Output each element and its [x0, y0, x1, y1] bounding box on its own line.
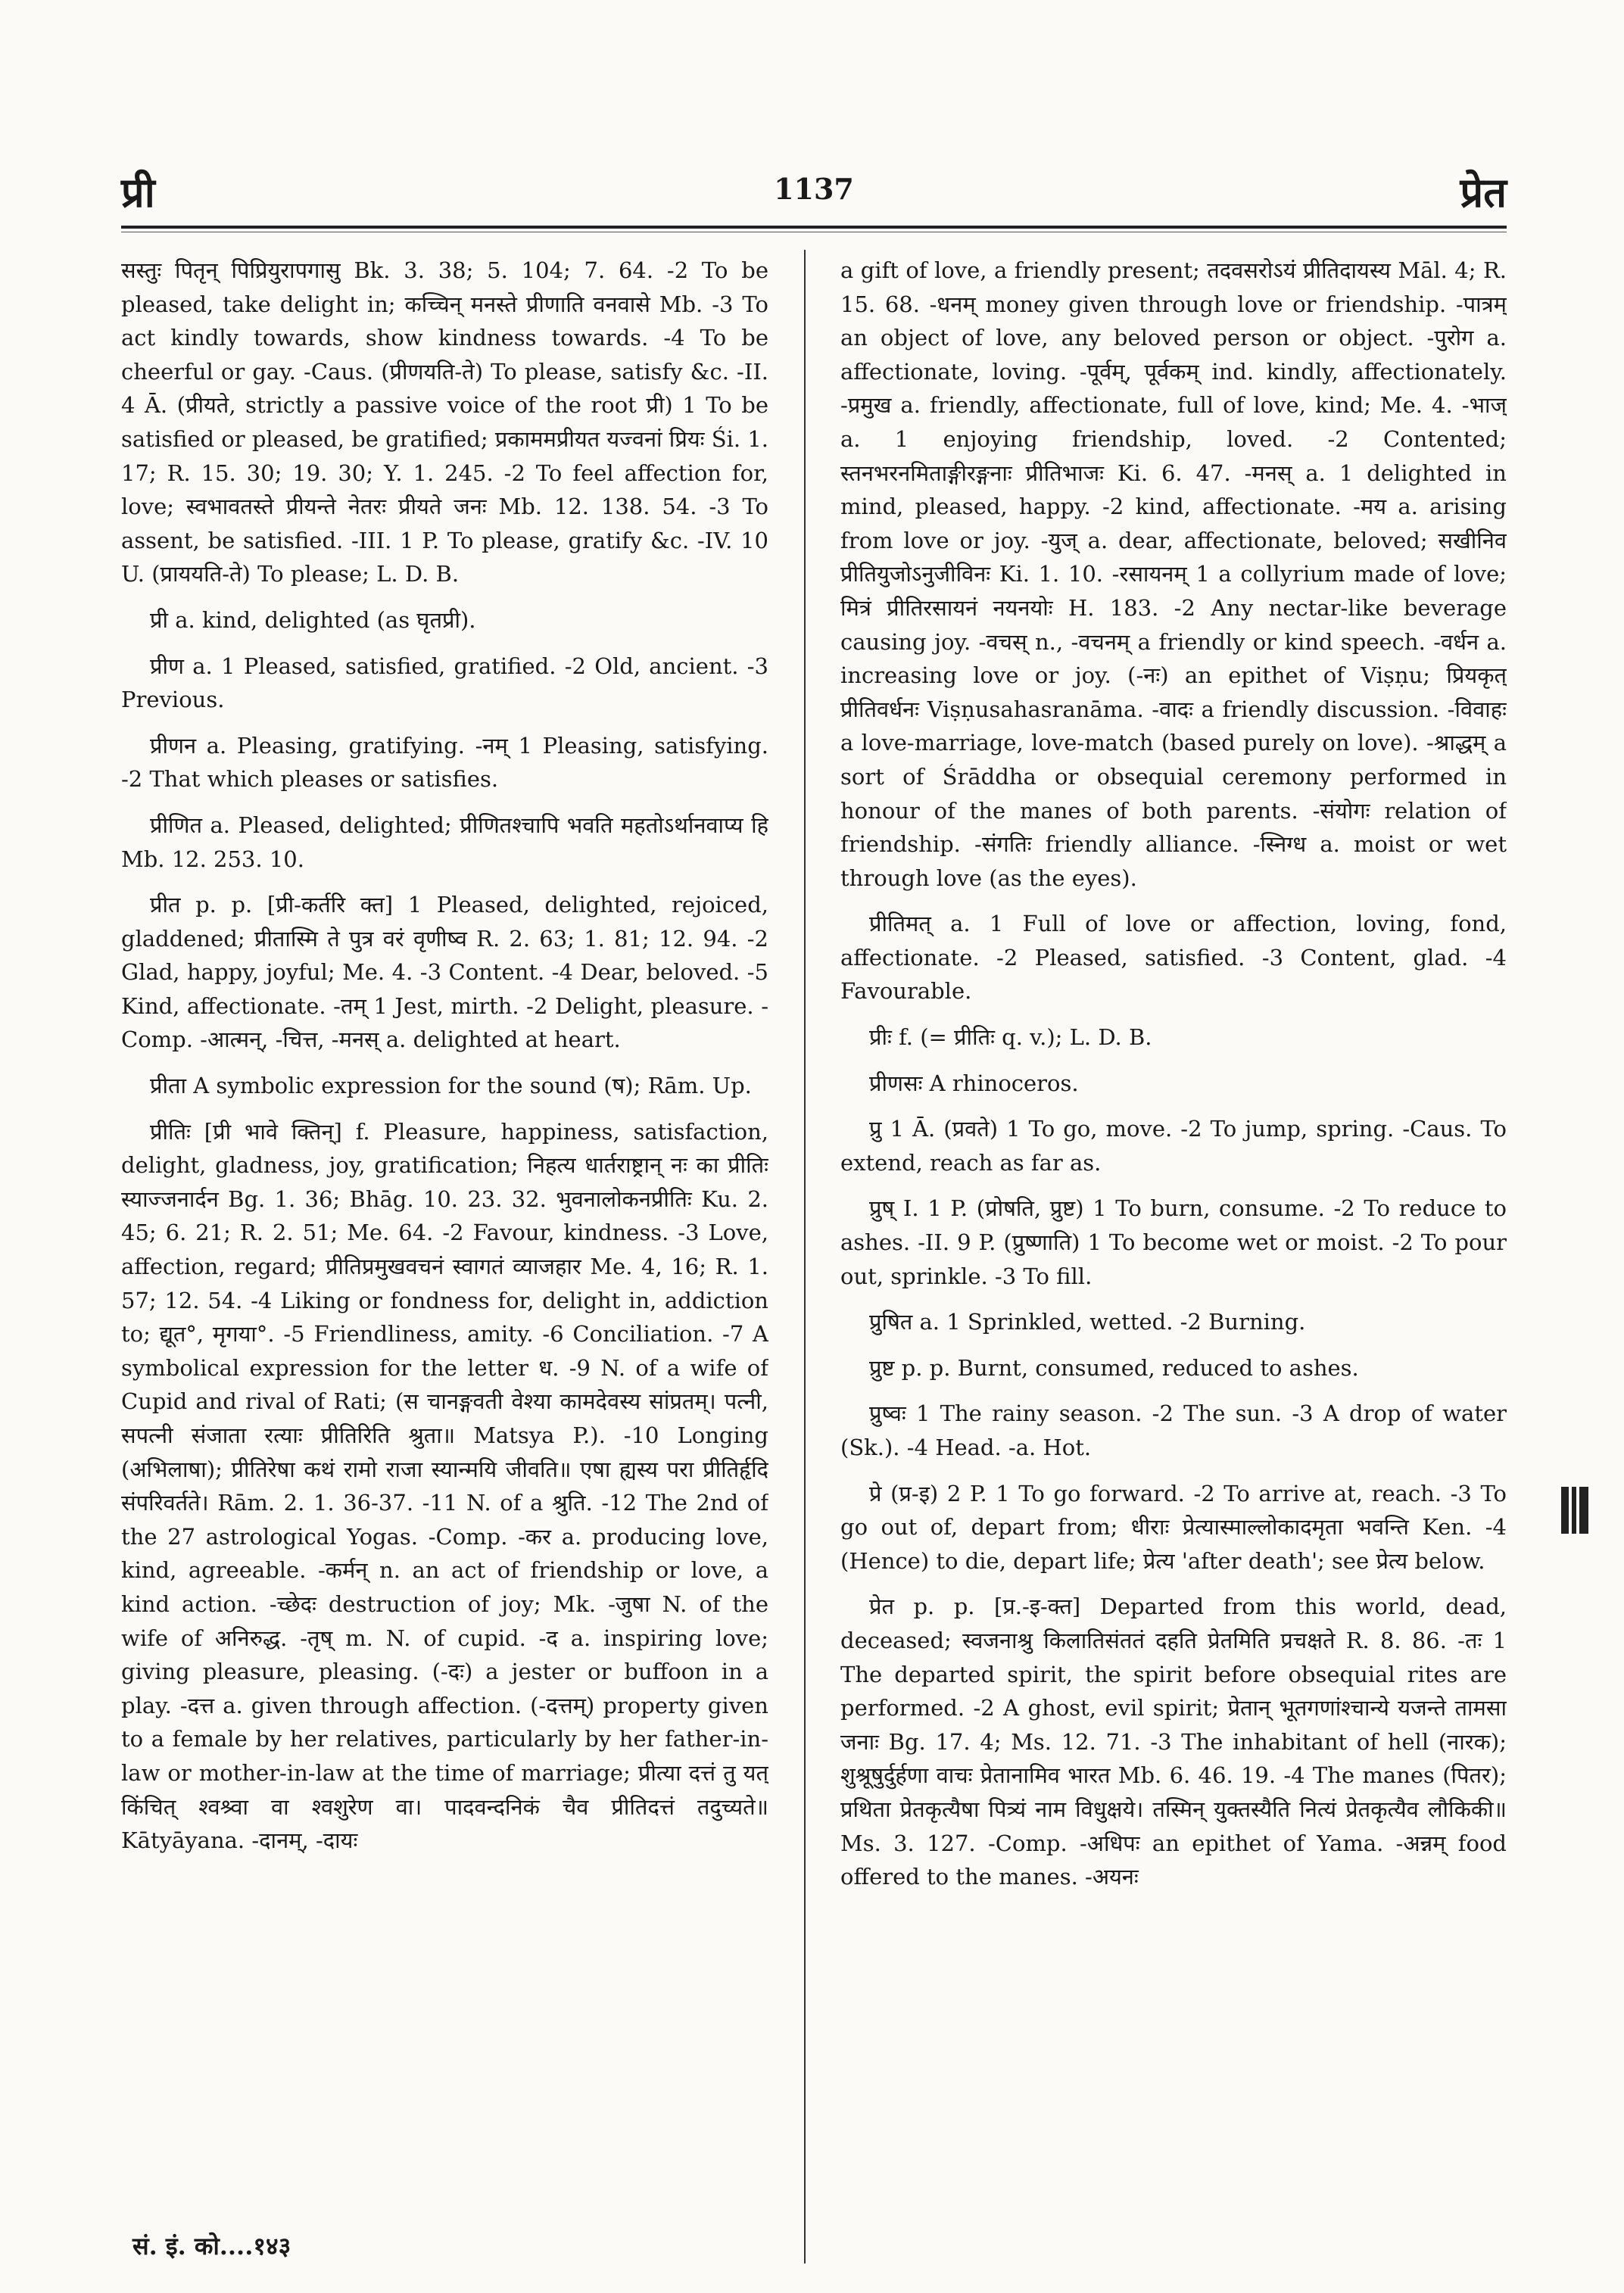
entry-prinasah: प्रीणसः A rhinoceros.	[869, 1070, 1079, 1096]
entry-pri: प्री a. kind, delighted (as घृतप्री).	[150, 606, 476, 633]
header-rule	[121, 226, 1507, 229]
entry-prita: प्रीत p. p. [प्री-कर्तरि क्त] 1 Pleased, delighted, rejoiced, gladdened; प्रीतास्मि ते पुत्र वरं वृणीष्व R. 2. 63; 1. 81; 12. 94. -2 Glad, happy, joyful; Me. 4. -3 Content. -4 Dear, beloved. -5 Kind, affectionate. -तम् 1 Jest, mirth. -2 Delight, pleasure. -Comp. -आत्मन्, -चित्त, -मनस् a. delighted at heart.	[121, 892, 768, 1053]
column-divider	[804, 250, 806, 2263]
entry-prushvah: प्रुष्वः 1 The rainy season. -2 The sun. -3 A drop of water (Sk.). -4 Head. -a. Hot.	[840, 1400, 1507, 1460]
entry-pritimat: प्रीतिमत् a. 1 Full of love or affection, loving, fond, affectionate. -2 Pleased, satisfied. -3 Content, glad. -4 Favourable.	[840, 911, 1507, 1005]
entry-preta: प्रेत p. p. [प्र.-इ-क्त] Departed from this world, dead, deceased; स्वजनाश्रु किलातिसंततं दहति प्रेतमिति प्रचक्षते R. 8. 86. -तः 1 The departed spirit, the spirit before obsequial rites are performed. -2 A ghost, evil spirit; प्रेतान् भूतगणांश्चान्ये यजन्ते तामसा जनाः Bg. 17. 4; Ms. 12. 71. -3 The inhabitant of hell (नारक); शुश्रूषुर्दुर्हणा वाचः प्रेतानामिव भारत Mb. 6. 46. 19. -4 The manes (पितर); प्रथिता प्रेतकृत्यैषा पित्र्यं नाम विधुक्षये। तस्मिन् युक्तस्यैति नित्यं प्रेतकृत्यैव लौकिकी॥ Ms. 3. 127. -Comp. -अधिपः an epithet of Yama. -अन्नम् food offered to the manes. -अयनः	[840, 1594, 1507, 1890]
left-column	[121, 254, 768, 2176]
entry-continuation: सस्तुः पितृन् पिप्रियुरापगासु Bk. 3. 38; 5. 104; 7. 64. -2 To be pleased, take delight in; कच्चिन् मनस्ते प्रीणाति वनवासे Mb. -3 To act kindly towards, show kindness towards. -4 To be cheerful or gay. -Caus. (प्रीणयति-ते) To please, satisfy &c. -II. 4 Ā. (प्रीयते, strictly a passive voice of the root प्री) 1 To be satisfied or pleased, be gratified; प्रकाममप्रीयत यज्वनां प्रियः Śi. 1. 17; R. 15. 30; 19. 30; Y. 1. 245. -2 To feel affection for, love; स्वभावतस्ते प्रीयन्ते नेतरः प्रीयते जनः Mb. 12. 138. 54. -3 To assent, be satisfied. -III. 1 P. To please, gratify &c. -IV. 10 U. (प्राययति-ते) To please; L. D. B.	[121, 257, 768, 587]
entry-prinita: प्रीणित a. Pleased, delighted; प्रीणितश्चापि भवति महतोऽर्थानवाप्य हि Mb. 12. 253. 10.	[121, 812, 768, 872]
entry-prinana: प्रीणन a. Pleasing, gratifying. -नम् 1 Pleasing, satisfying. -2 That which pleases or satisfies.	[121, 732, 768, 793]
entry-prita-symbol: प्रीता A symbolic expression for the sound (ष); Rām. Up.	[150, 1073, 752, 1099]
left-running-headword: प्री	[121, 168, 155, 217]
page-number: 1137	[774, 172, 854, 206]
entry-pru: प्रु 1 Ā. (प्रवते) 1 To go, move. -2 To jump, spring. -Caus. To extend, reach as far as.	[840, 1116, 1507, 1176]
entry-pre: प्रे (प्र-इ) 2 P. 1 To go forward. -2 To arrive at, reach. -3 To go out of, depart from; धीराः प्रेत्यास्माल्लोकादमृता भवन्ति Ken. -4 (Hence) to die, depart life; प्रेत्य 'after death'; see प्रेत्य below.	[840, 1480, 1507, 1574]
entry-pritih: प्रीतिः [प्री भावे क्तिन्] f. Pleasure, happiness, satisfaction, delight, gladness, joy, gratification; निहत्य धार्तराष्ट्रान् नः का प्रीतिः स्याज्जनार्दन Bg. 1. 36; Bhāg. 10. 23. 32. भुवनालोकनप्रीतिः Ku. 2. 45; 6. 21; R. 2. 51; Me. 64. -2 Favour, kindness. -3 Love, affection, regard; प्रीतिप्रमुखवचनं स्वागतं व्याजहार Me. 4, 16; R. 1. 57; 12. 54. -4 Liking or fondness for, delight in, addiction to; द्यूत°, मृगया°. -5 Friendliness, amity. -6 Conciliation. -7 A symbolical expression for the letter ध. -9 N. of a wife of Cupid and rival of Rati; (स चानङ्गवती वेश्या कामदेवस्य सांप्रतम्। पत्नी, सपत्नी संजाता रत्याः प्रीतिरिति श्रुता॥ Matsya P.). -10 Longing (अभिलाषा); प्रीतिरेषा कथं रामो राजा स्यान्मयि जीवति॥ एषा ह्यस्य परा प्रीतिर्हृदि संपरिवर्तते। Rām. 2. 1. 36-37. -11 N. of a श्रुति. -12 The 2nd of the 27 astrological Yogas. -Comp. -कर a. producing love, kind, agreeable. -कर्मन् n. an act of friendship or love, a kind action. -च्छेदः destruction of joy; Mk. -जुषा N. of the wife of अनिरुद्ध. -तृष् m. N. of cupid. -द a. inspiring love; giving pleasure, pleasing. (-दः) a jester or buffoon in a play. -दत्त a. given through affection. (-दत्तम्) property given to a female by her relatives, particularly by her father-in-law or mother-in-law at the time of marriage; प्रीत्या दत्तं तु यत् किंचित् श्वश्र्वा वा श्वशुरेण वा। पादवन्दनिकं चैव प्रीतिदत्तं तदुच्यते॥ Kātyāyana. -दानम्, -दायः	[121, 1118, 768, 1854]
entry-prushta: प्रुष्ट p. p. Burnt, consumed, reduced to ashes.	[869, 1354, 1359, 1381]
entry-prih: प्रीः f. (= प्रीतिः q. v.); L. D. B.	[869, 1024, 1152, 1051]
signature-mark: सं. इं. को....१४३	[132, 2232, 291, 2260]
entry-prushita: प्रुषित a. 1 Sprinkled, wetted. -2 Burning.	[869, 1309, 1306, 1335]
entry-prina: प्रीण a. 1 Pleased, satisfied, gratified. -2 Old, ancient. -3 Previous.	[121, 653, 768, 713]
thumb-index-icon	[1560, 1484, 1590, 1537]
right-column	[840, 254, 1507, 2176]
page-header	[121, 155, 1507, 223]
right-running-headword: प्रेत	[1460, 168, 1507, 217]
entry-pritih-continued: a gift of love, a friendly present; तदवसरोऽयं प्रीतिदायस्य Māl. 4; R. 15. 68. -धनम् money given through love or friendship. -पात्रम् an object of love, any beloved person or object. -पुरोग a. affectionate, loving. -पूर्वम्, पूर्वकम् ind. kindly, affectionately. -प्रमुख a. friendly, affectionate, full of love, kind; Me. 4. -भाज् a. 1 enjoying friendship, loved. -2 Contented; स्तनभरनमिताङ्गीरङ्गनाः प्रीतिभाजः Ki. 6. 47. -मनस् a. 1 delighted in mind, pleased, happy. -2 kind, affectionate. -मय a. arising from love or joy. -युज् a. dear, affectionate, beloved; सखीनिव प्रीतियुजोऽनुजीविनः Ki. 1. 10. -रसायनम् 1 a collyrium made of love; मित्रं प्रीतिरसायनं नयनयोः H. 183. -2 Any nectar-like beverage causing joy. -वचस् n., -वचनम् a friendly or kind speech. -वर्धन a. increasing love or joy. (-नः) an epithet of Viṣṇu; प्रियकृत् प्रीतिवर्धनः Viṣṇusahasranāma. -वादः a friendly discussion. -विवाहः a love-marriage, love-match (based purely on love). -श्राद्धम् a sort of Śrāddha or obsequial ceremony performed in honour of the manes of both parents. -संयोगः relation of friendship. -संगतिः friendly alliance. -स्निग्ध a. moist or wet through love (as the eyes).	[840, 257, 1507, 891]
entry-prush: प्रुष् I. 1 P. (प्रोषति, प्रुष्ट) 1 To burn, consume. -2 To reduce to ashes. -II. 9 P. (प्रुष्णाति) 1 To become wet or moist. -2 To pour out, sprinkle. -3 To fill.	[840, 1195, 1507, 1289]
